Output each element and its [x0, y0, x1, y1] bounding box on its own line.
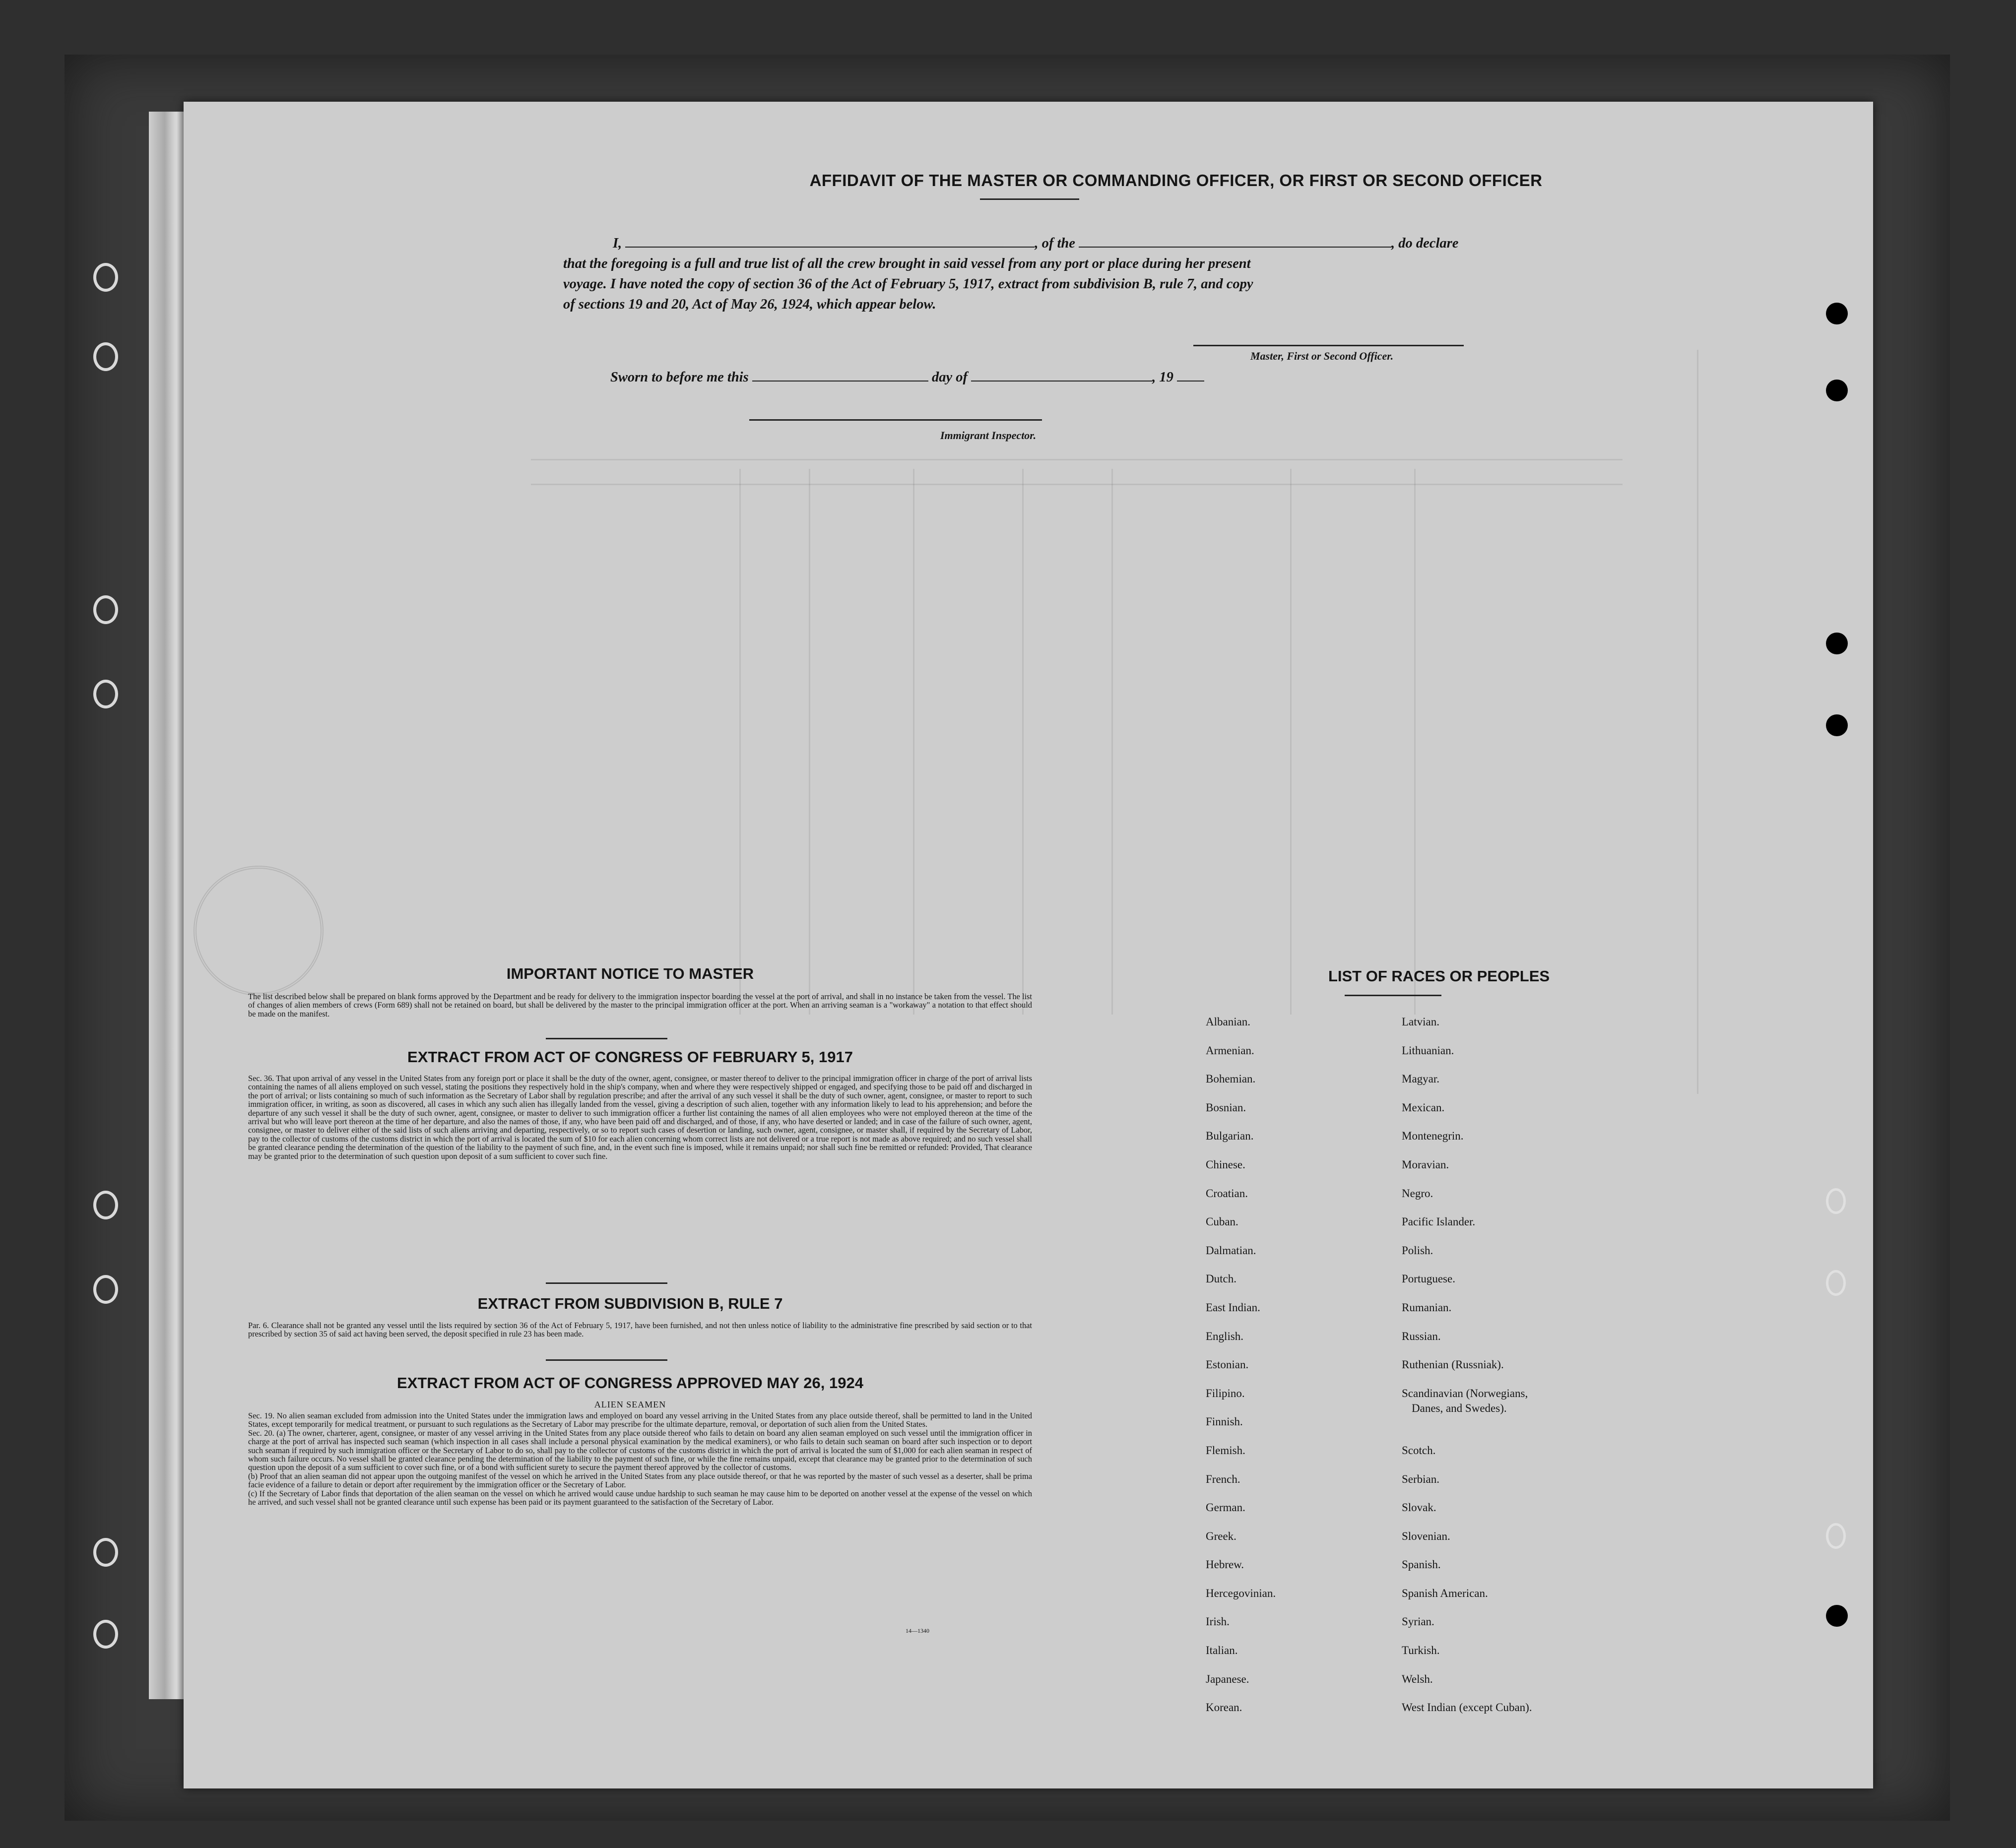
sworn-prefix: Sworn to before me this [610, 370, 749, 385]
race-item: Serbian. [1402, 1472, 1440, 1485]
races-right-column [1402, 1015, 1532, 1729]
race-item: English. [1206, 1330, 1244, 1342]
day-of-text: day of [931, 370, 968, 385]
punch-hole [1826, 303, 1848, 324]
notice-body: The list described below shall be prepared on blank forms approved by the Department and be ready for delivery to the immigration inspector boarding the vessel at the port of arrival, and shall in no instance be taken from the vessel. The list of changes of alien members of crews (Form 689) shall not be retained on board, but shall be delivered by the master to the principal immigration officer at the port. When an arriving seaman is a "workaway" a notation to that effect should be made on the manifest. [248, 992, 1032, 1019]
race-item: Negro. [1402, 1187, 1433, 1200]
race-item: Moravian. [1402, 1158, 1449, 1171]
bleed-through-line [913, 469, 914, 1015]
affidavit-title: AFFIDAVIT OF THE MASTER OR COMMANDING OFFICER, OR FIRST OR SECOND OFFICER [809, 171, 1543, 190]
race-item: Mexican. [1402, 1101, 1445, 1114]
extract-1924-title: EXTRACT FROM ACT OF CONGRESS APPROVED MAY 26, 1924 [397, 1374, 863, 1392]
race-item: Filipino. [1206, 1387, 1245, 1400]
sec-20a-text: Sec. 20. (a) The owner, charterer, agent, consignee, or master of any vessel arriving in the United States from any place outside thereof who fails to detain on board any alien seaman employed on such vessel until the immigration officer in charge at the port of arrival has inspected such seaman (which inspection in all cases shall include a personal physical examination by the medical examiners), or who fails to detain such seaman on board after such inspection or to deport such seaman if required by such immigration officer or the Secretary of Labor to do so, shall pay to the collector of customs of the customs district in which the port of arrival is located the sum of $1,000 for each alien seaman in respect of whom such failure occurs. No vessel shall be granted clearance pending the determination of the liability to the payment of such fine, or while the fine remains unpaid, except that clearance may be granted prior to the determination of such question upon the deposit of a sum sufficient to cover such fine, or of a bond with sufficient surety to secure the payment thereof approved by the collector of customs. [248, 1428, 1032, 1472]
bleed-through-line [1414, 469, 1416, 1015]
manifest-page [184, 102, 1873, 1788]
alien-seamen-subtitle: ALIEN SEAMEN [594, 1400, 666, 1409]
races-left-column [1206, 1015, 1276, 1729]
race-item: Lithuanian. [1402, 1044, 1454, 1057]
extract-1924-body [248, 1411, 1032, 1506]
do-declare-text: , do declare [1391, 236, 1459, 251]
race-item: Bosnian. [1206, 1101, 1246, 1114]
form-number: 14—1340 [906, 1627, 929, 1634]
binder-hole [93, 680, 118, 708]
affidavit-line-4: of sections 19 and 20, Act of May 26, 1924, which appear below. [563, 297, 936, 312]
section-divider [546, 1359, 667, 1361]
sworn-month-field[interactable] [971, 369, 1152, 382]
book-spine [149, 112, 189, 1699]
race-item: German. [1206, 1501, 1245, 1514]
race-item: Dalmatian. [1206, 1244, 1256, 1257]
race-item: Spanish. [1402, 1558, 1441, 1571]
master-signature-line[interactable] [1193, 345, 1464, 346]
affidavit-i: I, [613, 236, 622, 251]
punch-hole [1826, 714, 1848, 736]
binder-hole [93, 595, 118, 624]
affidavit-line-3: voyage. I have noted the copy of section 36 of the Act of February 5, 1917, extract from subdivision B, rule 7, and copy [563, 276, 1253, 292]
affidavit-line-2: that the foregoing is a full and true list of all the crew brought in said vessel from any port or place during her present [563, 256, 1251, 271]
bleed-through-line [1111, 469, 1113, 1015]
race-item: Magyar. [1402, 1073, 1440, 1085]
binder-hole [93, 1538, 118, 1567]
section-divider [546, 1038, 667, 1039]
race-item: Chinese. [1206, 1158, 1245, 1171]
bleed-through-line [809, 469, 810, 1015]
affidavit-body [563, 233, 1704, 315]
extract-rule7-title: EXTRACT FROM SUBDIVISION B, RULE 7 [477, 1295, 783, 1312]
race-item: Pacific Islander. [1402, 1215, 1476, 1228]
sec-20b-text: (b) Proof that an alien seaman did not appear upon the outgoing manifest of the vessel on which he arrived in the United States from any place outside thereof, or that he was reported by the master of such vessel as a deserter, shall be prima facie evidence of a failure to detain or deport after requirement by the immigration officer or the Secretary of Labor. [248, 1471, 1032, 1490]
bleed-through-line [531, 459, 1623, 460]
punch-ring [1826, 1523, 1846, 1549]
race-item: Danes, and Swedes). [1412, 1402, 1507, 1414]
race-item: Hercegovinian. [1206, 1587, 1276, 1599]
races-underline [1345, 995, 1441, 996]
race-item: Finnish. [1206, 1415, 1243, 1428]
race-item: Croatian. [1206, 1187, 1248, 1200]
notice-title: IMPORTANT NOTICE TO MASTER [506, 965, 754, 982]
sworn-line [610, 367, 1204, 387]
race-item: Slovenian. [1402, 1529, 1450, 1542]
race-item: Latvian. [1402, 1016, 1439, 1028]
race-item: Armenian. [1206, 1044, 1254, 1057]
race-item: West Indian (except Cuban). [1402, 1701, 1532, 1714]
race-item: Turkish. [1402, 1644, 1440, 1657]
race-item: Slovak. [1402, 1501, 1436, 1514]
race-item: Albanian. [1206, 1016, 1251, 1028]
race-item: Rumanian. [1402, 1301, 1452, 1314]
race-item: Syrian. [1402, 1615, 1434, 1628]
race-item: Japanese. [1206, 1672, 1249, 1685]
race-item: Montenegrin. [1402, 1130, 1464, 1143]
race-item: East Indian. [1206, 1301, 1260, 1314]
bleed-through-line [739, 469, 741, 1015]
binder-hole [93, 342, 118, 371]
race-item: French. [1206, 1472, 1240, 1485]
binder-hole [93, 1620, 118, 1649]
bleed-through-line [1697, 350, 1698, 1094]
race-item: Russian. [1402, 1330, 1441, 1342]
punch-hole [1826, 380, 1848, 401]
race-item: Scandinavian (Norwegians, [1402, 1387, 1528, 1400]
extract-rule7-body: Par. 6. Clearance shall not be granted any vessel until the lists required by section 36 of the Act of February 5, 1917, have been furnished, and not then unless notice of liability to the administrative fine prescribed by said section or to that prescribed by section 35 of said act having been served, the deposit specified in rule 23 has been made. [248, 1321, 1032, 1339]
race-item: Bulgarian. [1206, 1130, 1254, 1143]
master-name-field[interactable] [625, 235, 1035, 248]
race-item: Cuban. [1206, 1215, 1238, 1228]
race-item: Flemish. [1206, 1444, 1245, 1457]
vessel-name-field[interactable] [1079, 235, 1391, 248]
race-item: Dutch. [1206, 1273, 1236, 1285]
year-prefix: , 19 [1152, 370, 1173, 385]
of-the-text: , of the [1035, 236, 1075, 251]
races-title: LIST OF RACES OR PEOPLES [1328, 967, 1550, 985]
race-item: Scotch. [1402, 1444, 1436, 1457]
punch-ring [1826, 1270, 1846, 1296]
bleed-through-line [1022, 469, 1024, 1015]
binder-hole [93, 263, 118, 292]
race-item: Bohemian. [1206, 1073, 1256, 1085]
race-item: Ruthenian (Russniak). [1402, 1358, 1504, 1371]
sworn-year-field[interactable] [1177, 369, 1204, 382]
bleed-through-line [531, 484, 1623, 485]
title-underline [980, 198, 1079, 200]
race-item: Korean. [1206, 1701, 1242, 1714]
inspector-signature-line[interactable] [749, 419, 1042, 421]
bleed-through-line [1290, 469, 1292, 1015]
sec-19-text: Sec. 19. No alien seaman excluded from admission into the United States under the immigration laws and employed on board any vessel arriving in the United States from any place outside thereof, shall be permitted to land in the United States, except temporarily for medical treatment, or pursuant to such regulations as the Secretary of Labor may prescribe for the ultimate departure, removal, or deportation of such alien from the United States. [248, 1411, 1032, 1429]
master-signature-label: Master, First or Second Officer. [1250, 350, 1394, 362]
race-item: Spanish American. [1402, 1587, 1488, 1599]
sec-20c-text: (c) If the Secretary of Labor finds that deportation of the alien seaman on the vessel on which he arrived would cause undue hardship to such seaman he may cause him to be deported on another vessel at the expense of the vessel on which he arrived, and such vessel shall not be granted clearance until such expense has been paid or its payment guaranteed to the satisfaction of the Secretary of Labor. [248, 1488, 1032, 1507]
race-item: Hebrew. [1206, 1558, 1244, 1571]
punch-hole [1826, 633, 1848, 654]
race-item: Estonian. [1206, 1358, 1249, 1371]
extract-1917-body: Sec. 36. That upon arrival of any vessel in the United States from any foreign port or place it shall be the duty of the owner, agent, consignee, or master thereof to deliver to the principal immigration officer in charge of the port of arrival lists containing the names of all aliens employed on such vessel, stating the positions they respectively hold in the ship's company, when and where they were respectively shipped or engaged, and specifying those to be paid off and discharged in the port of arrival; or lists containing so much of such information as the Secretary of Labor shall by regulation prescribe; and after the arrival of any such vessel it shall be the duty of such owner, agent, consignee, or master to report to such immigration officer, in writing, as soon as discovered, all cases in which any such alien has illegally landed from the vessel, giving a description of such alien, together with any information likely to lead to his apprehension; and before the departure of any such vessel it shall be the duty of such owner, agent, consignee, or master to deliver to such immigration officer a further list containing the names of all alien employees who were not employed thereon at the time of the arrival but who will leave port thereon at the time of her departure, and also the names of those, if any, who have been paid off and discharged, and of those, if any, who have deserted or landed; and in case of the failure of such owner, agent, consignee, or master to deliver either of the said lists of such aliens arriving and departing, respectively, or so to report such cases of desertion or landing, such owner, agent, consignee, or master shall, if required by the Secretary of Labor, pay to the collector of customs of the customs district in which the port of arrival is located the sum of $10 for each alien concerning whom correct lists are not delivered or a true report is not made as above required; and no such vessel shall be granted clearance pending the determination of the question of the liability to the payment of such fine, and, in the event such fine is imposed, while it remains unpaid; nor shall such fine be remitted or refunded: Provided, That clearance may be granted prior to the determination of such question upon deposit of a sum sufficient to cover such fine. [248, 1074, 1032, 1161]
race-item: Portuguese. [1402, 1273, 1455, 1285]
inspector-signature-label: Immigrant Inspector. [940, 429, 1037, 442]
punch-ring [1826, 1188, 1846, 1214]
punch-hole [1826, 1605, 1848, 1627]
binder-hole [93, 1275, 118, 1304]
extract-1917-title: EXTRACT FROM ACT OF CONGRESS OF FEBRUARY 5, 1917 [407, 1048, 853, 1066]
binder-hole [93, 1191, 118, 1219]
race-item: Polish. [1402, 1244, 1433, 1257]
sworn-day-field[interactable] [752, 369, 928, 382]
race-item: Irish. [1206, 1615, 1230, 1628]
race-item: Greek. [1206, 1529, 1236, 1542]
race-item: Italian. [1206, 1644, 1238, 1657]
race-item: Welsh. [1402, 1672, 1433, 1685]
section-divider [546, 1282, 667, 1284]
